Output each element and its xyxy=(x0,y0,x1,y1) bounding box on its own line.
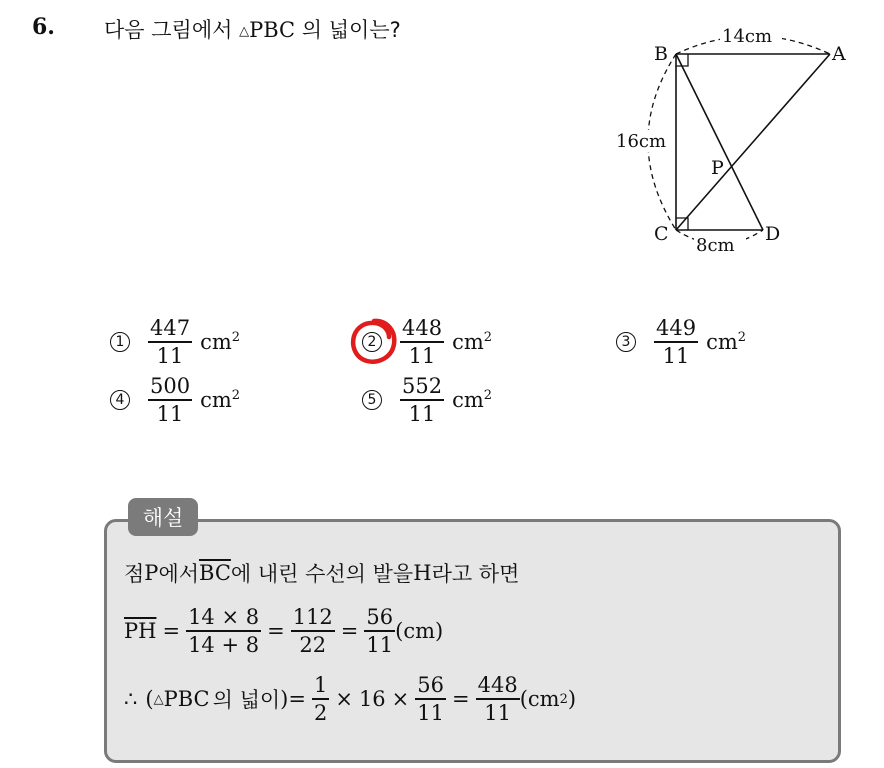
choice-number: 2 xyxy=(362,332,382,352)
choice-4[interactable] xyxy=(110,368,240,432)
numerator: 1 xyxy=(313,673,328,698)
choice-unit xyxy=(200,330,240,354)
label-p: P xyxy=(711,157,724,179)
denominator: 2 xyxy=(313,700,328,725)
triangle-pbc: PBC xyxy=(163,687,210,711)
unit-exponent: 2 xyxy=(559,691,568,707)
denominator: 11 xyxy=(408,343,436,368)
denominator: 11 xyxy=(662,343,690,368)
denominator: 14 + 8 xyxy=(188,632,260,657)
number-16: 16 xyxy=(358,687,386,711)
numerator: 552 xyxy=(402,374,443,399)
text-area: 의 넓이 xyxy=(212,688,281,712)
unit-text: cm xyxy=(706,330,738,354)
choice-fraction xyxy=(400,316,444,368)
denominator: 11 xyxy=(417,700,445,725)
segment-bd xyxy=(676,54,763,230)
paren-close-equals: )= xyxy=(280,687,306,711)
triangle-symbol: △ xyxy=(153,691,164,707)
triangle-symbol: △ xyxy=(239,24,250,39)
dim-bc: 16cm xyxy=(616,131,667,152)
choice-2[interactable] xyxy=(362,310,492,374)
unit-close: ) xyxy=(567,687,577,711)
unit-exponent: 2 xyxy=(483,388,493,403)
equals-3: = xyxy=(340,619,359,643)
unit-exponent: 2 xyxy=(737,330,747,345)
question-math: PBC xyxy=(249,18,296,42)
label-a: A xyxy=(832,43,846,65)
choice-unit xyxy=(452,388,492,412)
choice-number: 3 xyxy=(616,332,636,352)
text-jeom: 점 xyxy=(124,562,145,586)
times-1: × xyxy=(335,687,353,711)
unit-text: cm xyxy=(200,330,232,354)
choice-number: 1 xyxy=(110,332,130,352)
dim-ab: 14cm xyxy=(722,26,773,47)
choice-1[interactable] xyxy=(110,310,240,374)
fraction-56-11 xyxy=(364,605,395,657)
numerator: 56 xyxy=(417,673,445,698)
numerator: 449 xyxy=(656,316,697,341)
question-text-before: 다음 그림에서 xyxy=(104,18,240,42)
answer-circle-mark xyxy=(349,317,399,367)
text-eseo: 에서 xyxy=(158,562,200,586)
unit-exponent: 2 xyxy=(231,330,241,345)
numerator: 448 xyxy=(477,673,518,698)
dim-cd: 8cm xyxy=(696,235,735,256)
text-perpendicular: 에 내린 수선의 발을 xyxy=(230,562,414,586)
text-hamyeon: 라고 하면 xyxy=(431,562,520,586)
solution-line-1 xyxy=(124,556,519,590)
right-angle-b xyxy=(676,54,688,66)
fraction-112-22 xyxy=(291,605,335,657)
geometry-diagram xyxy=(610,20,860,265)
numerator: 56 xyxy=(366,605,394,630)
choice-5[interactable] xyxy=(362,368,492,432)
denominator: 22 xyxy=(299,632,327,657)
denominator: 11 xyxy=(408,401,436,426)
numerator: 14 × 8 xyxy=(188,605,260,630)
choice-fraction xyxy=(400,374,444,426)
choice-unit xyxy=(452,330,492,354)
denominator: 11 xyxy=(484,700,512,725)
choice-3[interactable] xyxy=(616,310,746,374)
numerator: 447 xyxy=(150,316,191,341)
unit-text: cm xyxy=(200,388,232,412)
unit-open: (cm xyxy=(519,687,560,711)
choice-unit xyxy=(200,388,240,412)
choice-number: 5 xyxy=(362,390,382,410)
fraction-14x8 xyxy=(186,605,261,657)
choice-unit xyxy=(706,330,746,354)
times-2: × xyxy=(391,687,410,711)
denominator: 11 xyxy=(156,343,184,368)
unit-cm: (cm) xyxy=(395,619,444,643)
fraction-1-2 xyxy=(312,673,329,725)
segment-bc-label: $\overline{BC}$ xyxy=(199,561,231,585)
segment-ca xyxy=(676,54,830,230)
numerator: 112 xyxy=(292,605,333,630)
equals-2: = xyxy=(267,619,285,643)
point-p: P xyxy=(144,561,159,585)
unit-exponent: 2 xyxy=(231,388,241,403)
therefore-symbol: ∴ xyxy=(124,687,138,711)
question-text xyxy=(104,14,401,44)
paren-open: ( xyxy=(145,687,154,711)
numerator: 448 xyxy=(402,316,443,341)
equals: = xyxy=(452,687,470,711)
denominator: 11 xyxy=(156,401,184,426)
numerator: 500 xyxy=(150,374,191,399)
point-h: H xyxy=(413,561,432,585)
unit-text: cm xyxy=(452,330,484,354)
choice-fraction xyxy=(654,316,698,368)
question-number: 6. xyxy=(32,14,55,40)
unit-exponent: 2 xyxy=(483,330,493,345)
unit-text: cm xyxy=(452,388,484,412)
label-b: B xyxy=(654,43,668,65)
fraction-56-11 xyxy=(415,673,446,725)
question-text-after: 의 넓이는? xyxy=(295,18,401,42)
solution-line-3 xyxy=(124,668,576,730)
denominator: 11 xyxy=(366,632,394,657)
solution-tag: 해설 xyxy=(128,498,198,536)
choice-fraction xyxy=(148,374,192,426)
equals-1: = xyxy=(162,619,181,643)
fraction-448-11 xyxy=(476,673,520,725)
choice-number: 4 xyxy=(110,390,130,410)
label-c: C xyxy=(654,223,669,245)
segment-ph-label: $\overline{PH}$ xyxy=(124,619,157,643)
solution-line-2 xyxy=(124,600,443,662)
choice-fraction xyxy=(148,316,192,368)
label-d: D xyxy=(765,223,781,245)
